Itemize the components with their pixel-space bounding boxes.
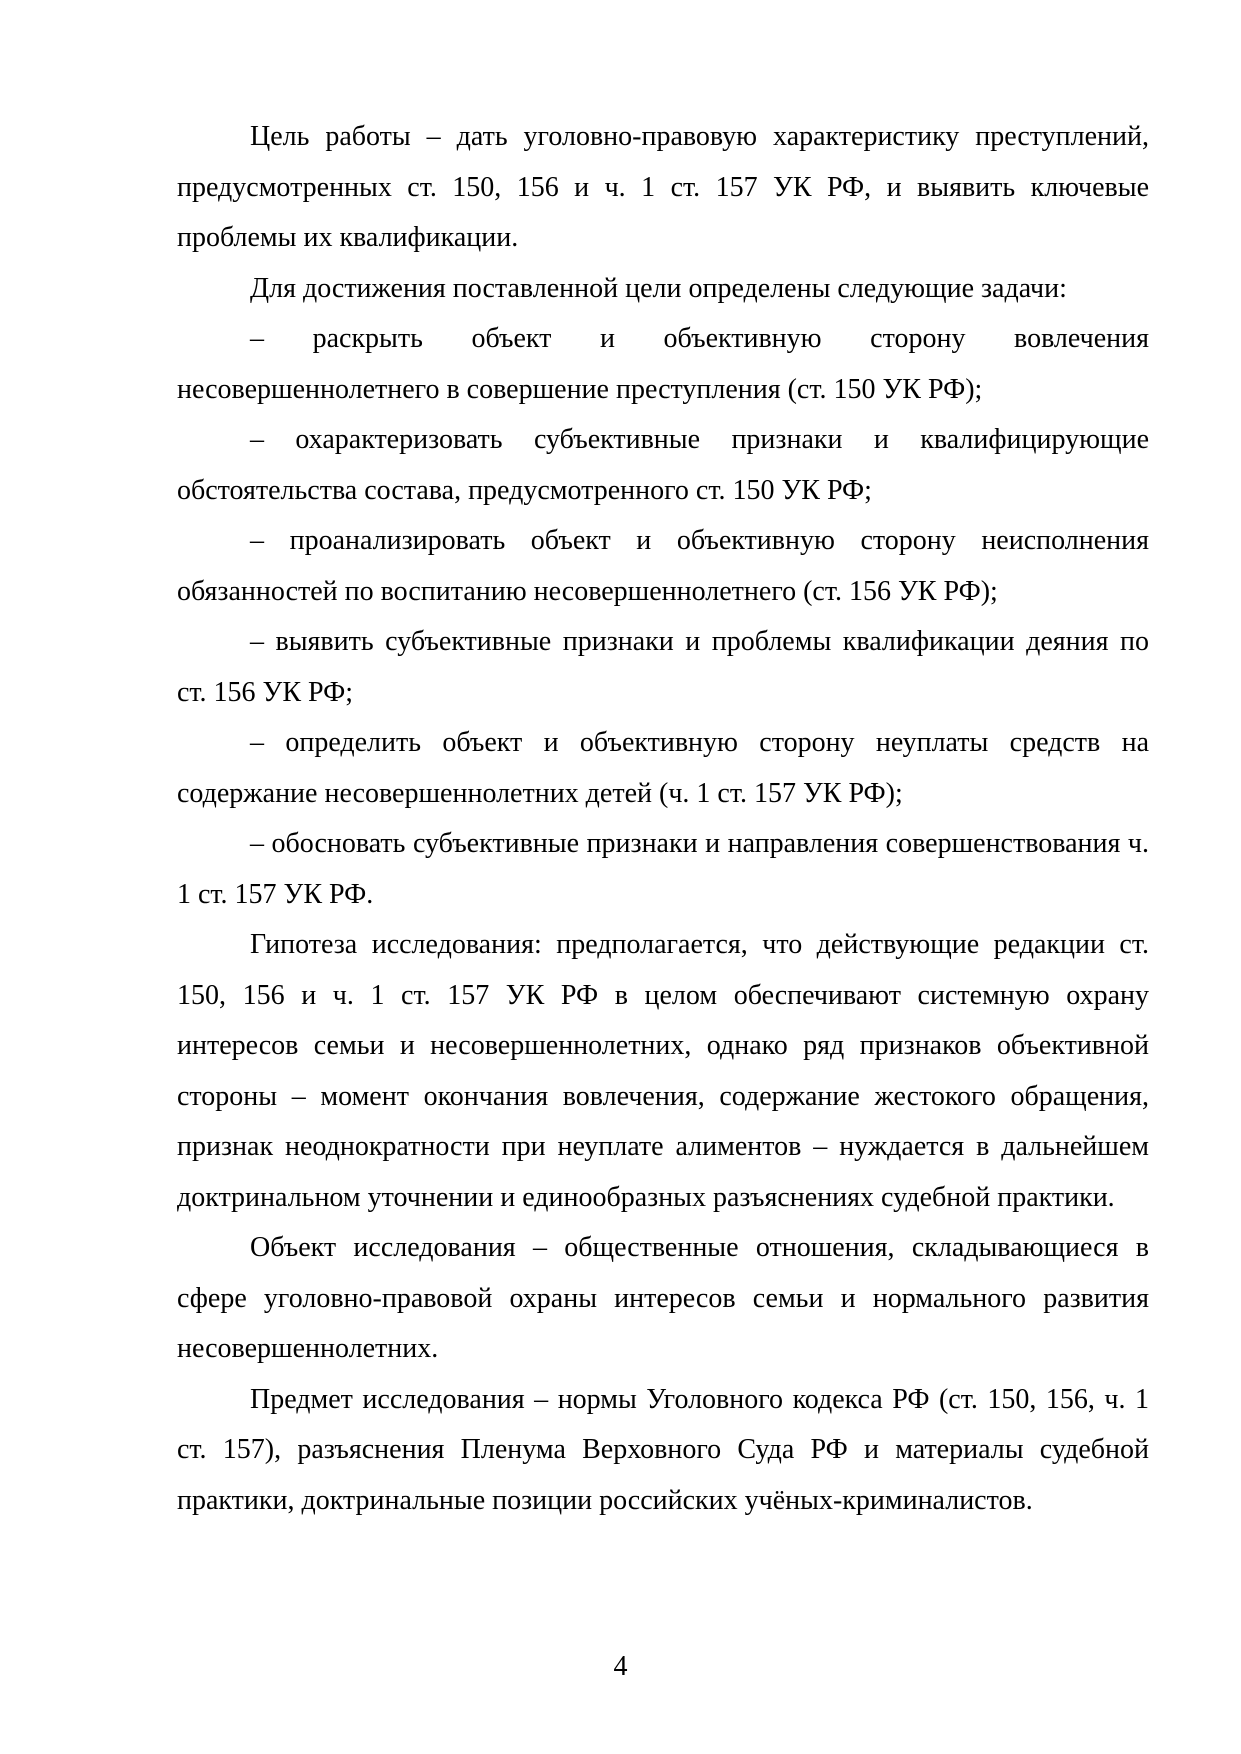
task-item: – раскрыть объект и объективную сторону вовлечения несовершеннолетнего в совершение преступления (ст. 150 УК РФ); — [177, 323, 1149, 405]
document-body — [177, 112, 1149, 1526]
page-number: 4 — [613, 1651, 628, 1682]
task-item: – обосновать субъективные признаки и направления совершенствования ч. 1 ст. 157 УК РФ. — [177, 828, 1149, 910]
paragraph-object: Объект исследования – общественные отношения, складывающиеся в сфере уголовно-правовой охраны интересов семьи и нормального развития несовершеннолетних. — [177, 1232, 1149, 1364]
paragraph-hypothesis: Гипотеза исследования: предполагается, что действующие редакции ст. 150, 156 и ч. 1 ст. 157 УК РФ в целом обеспечивают системную охрану интересов семьи и несовершеннолетних, однако ряд признаков объективной стороны – момент окончания вовлечения, содержание жестокого обращения, признак неоднократности при неуплате алиментов – нуждается в дальнейшем доктринальном уточнении и единообразных разъяснениях судебной практики. — [177, 929, 1149, 1213]
task-item: – охарактеризовать субъективные признаки и квалифицирующие обстоятельства состава, предусмотренного ст. 150 УК РФ; — [177, 424, 1149, 506]
paragraph-goal: Цель работы – дать уголовно-правовую характеристику преступлений, предусмотренных ст. 150, 156 и ч. 1 ст. 157 УК РФ, и выявить ключевые проблемы их квалификации. — [177, 121, 1149, 253]
paragraph-tasks-intro: Для достижения поставленной цели определены следующие задачи: — [250, 272, 1067, 304]
paragraph-subject: Предмет исследования – нормы Уголовного кодекса РФ (ст. 150, 156, ч. 1 ст. 157), разъяснения Пленума Верховного Суда РФ и материалы судебной практики, доктринальные позиции российских учёных-криминалистов. — [177, 1383, 1149, 1516]
task-item: – определить объект и объективную сторону неуплаты средств на содержание несовершеннолетних детей (ч. 1 ст. 157 УК РФ); — [177, 727, 1149, 809]
task-item: – проанализировать объект и объективную сторону неисполнения обязанностей по воспитанию несовершеннолетнего (ст. 156 УК РФ); — [177, 525, 1149, 607]
task-item: – выявить субъективные признаки и проблемы квалификации деяния по ст. 156 УК РФ; — [177, 626, 1149, 708]
